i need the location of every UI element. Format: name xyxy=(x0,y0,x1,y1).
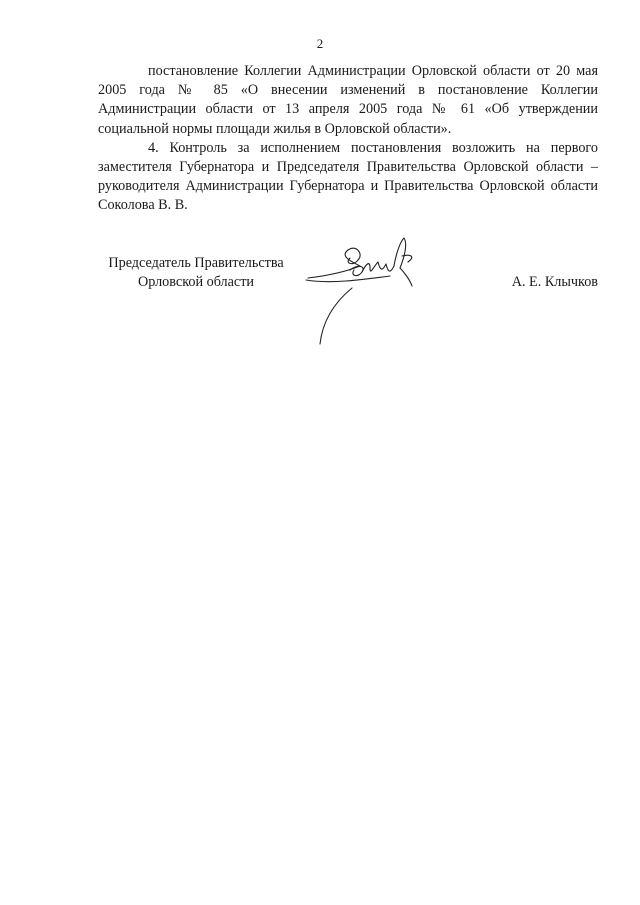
signer-name: А. Е. Клычков xyxy=(511,274,598,290)
signer-position-line2: Орловской области xyxy=(137,274,255,290)
paragraph-continuation: постановление Коллегии Администрации Орловской области от 20 мая 2005 года № 85 «О внесении изменений в постановление Коллегии Администрации области от 13 апреля 2005 года № 61 «Об утверждении социальной нормы площади жилья в Орловской области». xyxy=(98,63,598,137)
page-number: 2 xyxy=(316,36,324,51)
paragraph-4-control: 4. Контроль за исполнением постановления возложить на первого заместителя Губернатора и Председателя Правительства Орловской области – руководителя Администрации Губернатора и Правительства Орловской области Соколова В. В. xyxy=(98,139,598,214)
handwritten-signature xyxy=(300,236,430,346)
document-body xyxy=(98,62,598,216)
signature-block xyxy=(0,250,640,370)
signer-position xyxy=(96,254,296,292)
signer-position-line1: Председатель Правительства xyxy=(108,255,284,271)
